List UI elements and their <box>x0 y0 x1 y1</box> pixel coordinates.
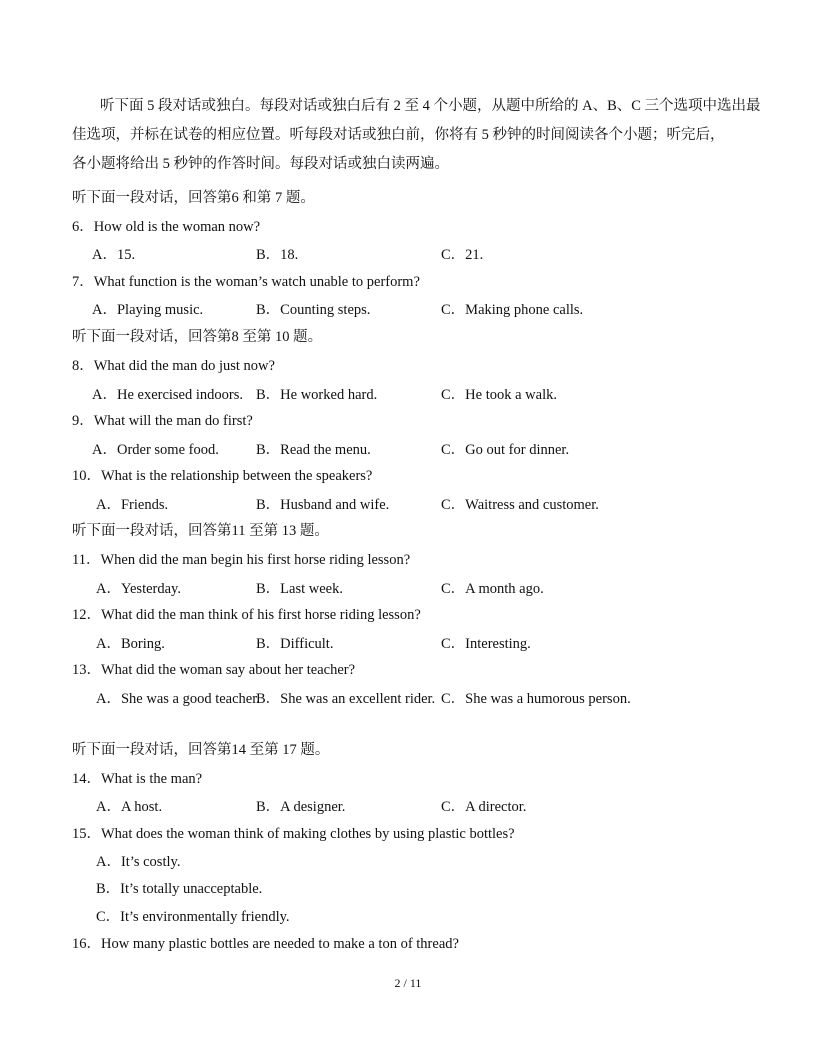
instructions <box>72 92 772 179</box>
q8-option-b: B．He worked hard. <box>256 387 378 403</box>
question-12: 12．What did the man think of his first horse riding lesson? <box>72 607 421 623</box>
page-number: 2 / 11 <box>394 976 422 990</box>
q8-option-a: A．He exercised indoors. <box>92 387 243 403</box>
section-heading-2: 听下面一段对话，回答第8 至第 10 题。 <box>72 329 323 345</box>
q6-option-a: A．15. <box>92 247 136 263</box>
q11-option-a: A．Yesterday. <box>96 581 181 597</box>
q11-option-c: C．A month ago. <box>441 581 544 597</box>
q10-option-b: B．Husband and wife. <box>256 497 390 513</box>
q15-option-c: C．It’s environmentally friendly. <box>96 909 290 925</box>
question-9: 9．What will the man do first? <box>72 413 253 429</box>
q7-option-c: C．Making phone calls. <box>441 302 584 318</box>
q14-option-b: B．A designer. <box>256 799 346 815</box>
q10-option-a: A．Friends. <box>96 497 169 513</box>
section-heading-4: 听下面一段对话，回答第14 至第 17 题。 <box>72 742 330 758</box>
q10-option-c: C．Waitress and customer. <box>441 497 599 513</box>
q8-option-c: C．He took a walk. <box>441 387 557 403</box>
q7-option-b: B．Counting steps. <box>256 302 371 318</box>
question-10: 10．What is the relationship between the speakers? <box>72 468 373 484</box>
q14-option-c: C．A director. <box>441 799 527 815</box>
question-15: 15．What does the woman think of making clothes by using plastic bottles? <box>72 826 515 842</box>
instructions-line-1: 听下面 5 段对话或独白。每段对话或独白后有 2 至 4 个小题，从题中所给的 A、B、C 三个选项中选出最 <box>100 98 761 114</box>
q13-option-a: A．She was a good teacher. <box>96 691 260 707</box>
q6-option-b: B．18. <box>256 247 299 263</box>
section-heading-1: 听下面一段对话，回答第6 和第 7 题。 <box>72 190 315 206</box>
question-11: 11．When did the man begin his first horse riding lesson? <box>72 552 411 568</box>
q12-option-a: A．Boring. <box>96 636 165 652</box>
question-13: 13．What did the woman say about her teacher? <box>72 662 356 678</box>
q9-option-a: A．Order some food. <box>92 442 219 458</box>
q15-option-a: A．It’s costly. <box>96 854 181 870</box>
question-8: 8．What did the man do just now? <box>72 358 275 374</box>
question-6: 6．How old is the woman now? <box>72 219 261 235</box>
q6-option-c: C．21. <box>441 247 484 263</box>
instructions-line-2: 佳选项，并标在试卷的相应位置。听每段对话或独白前，你将有 5 秒钟的时间阅读各个小题；听完后， <box>72 127 725 143</box>
q9-option-b: B．Read the menu. <box>256 442 371 458</box>
question-7: 7．What function is the woman’s watch unable to perform? <box>72 274 420 290</box>
q12-option-b: B．Difficult. <box>256 636 334 652</box>
q11-option-b: B．Last week. <box>256 581 343 597</box>
section-heading-3: 听下面一段对话，回答第11 至第 13 题。 <box>72 523 329 539</box>
q12-option-c: C．Interesting. <box>441 636 531 652</box>
question-14: 14．What is the man? <box>72 771 203 787</box>
q15-option-b: B．It’s totally unacceptable. <box>96 881 263 897</box>
instructions-line-3: 各小题将给出 5 秒钟的作答时间。每段对话或独白读两遍。 <box>72 156 449 172</box>
q13-option-c: C．She was a humorous person. <box>441 691 631 707</box>
q14-option-a: A．A host. <box>96 799 163 815</box>
q13-option-b: B．She was an excellent rider. <box>256 691 436 707</box>
question-16: 16．How many plastic bottles are needed to make a ton of thread? <box>72 936 459 952</box>
q9-option-c: C．Go out for dinner. <box>441 442 570 458</box>
q7-option-a: A．Playing music. <box>92 302 204 318</box>
